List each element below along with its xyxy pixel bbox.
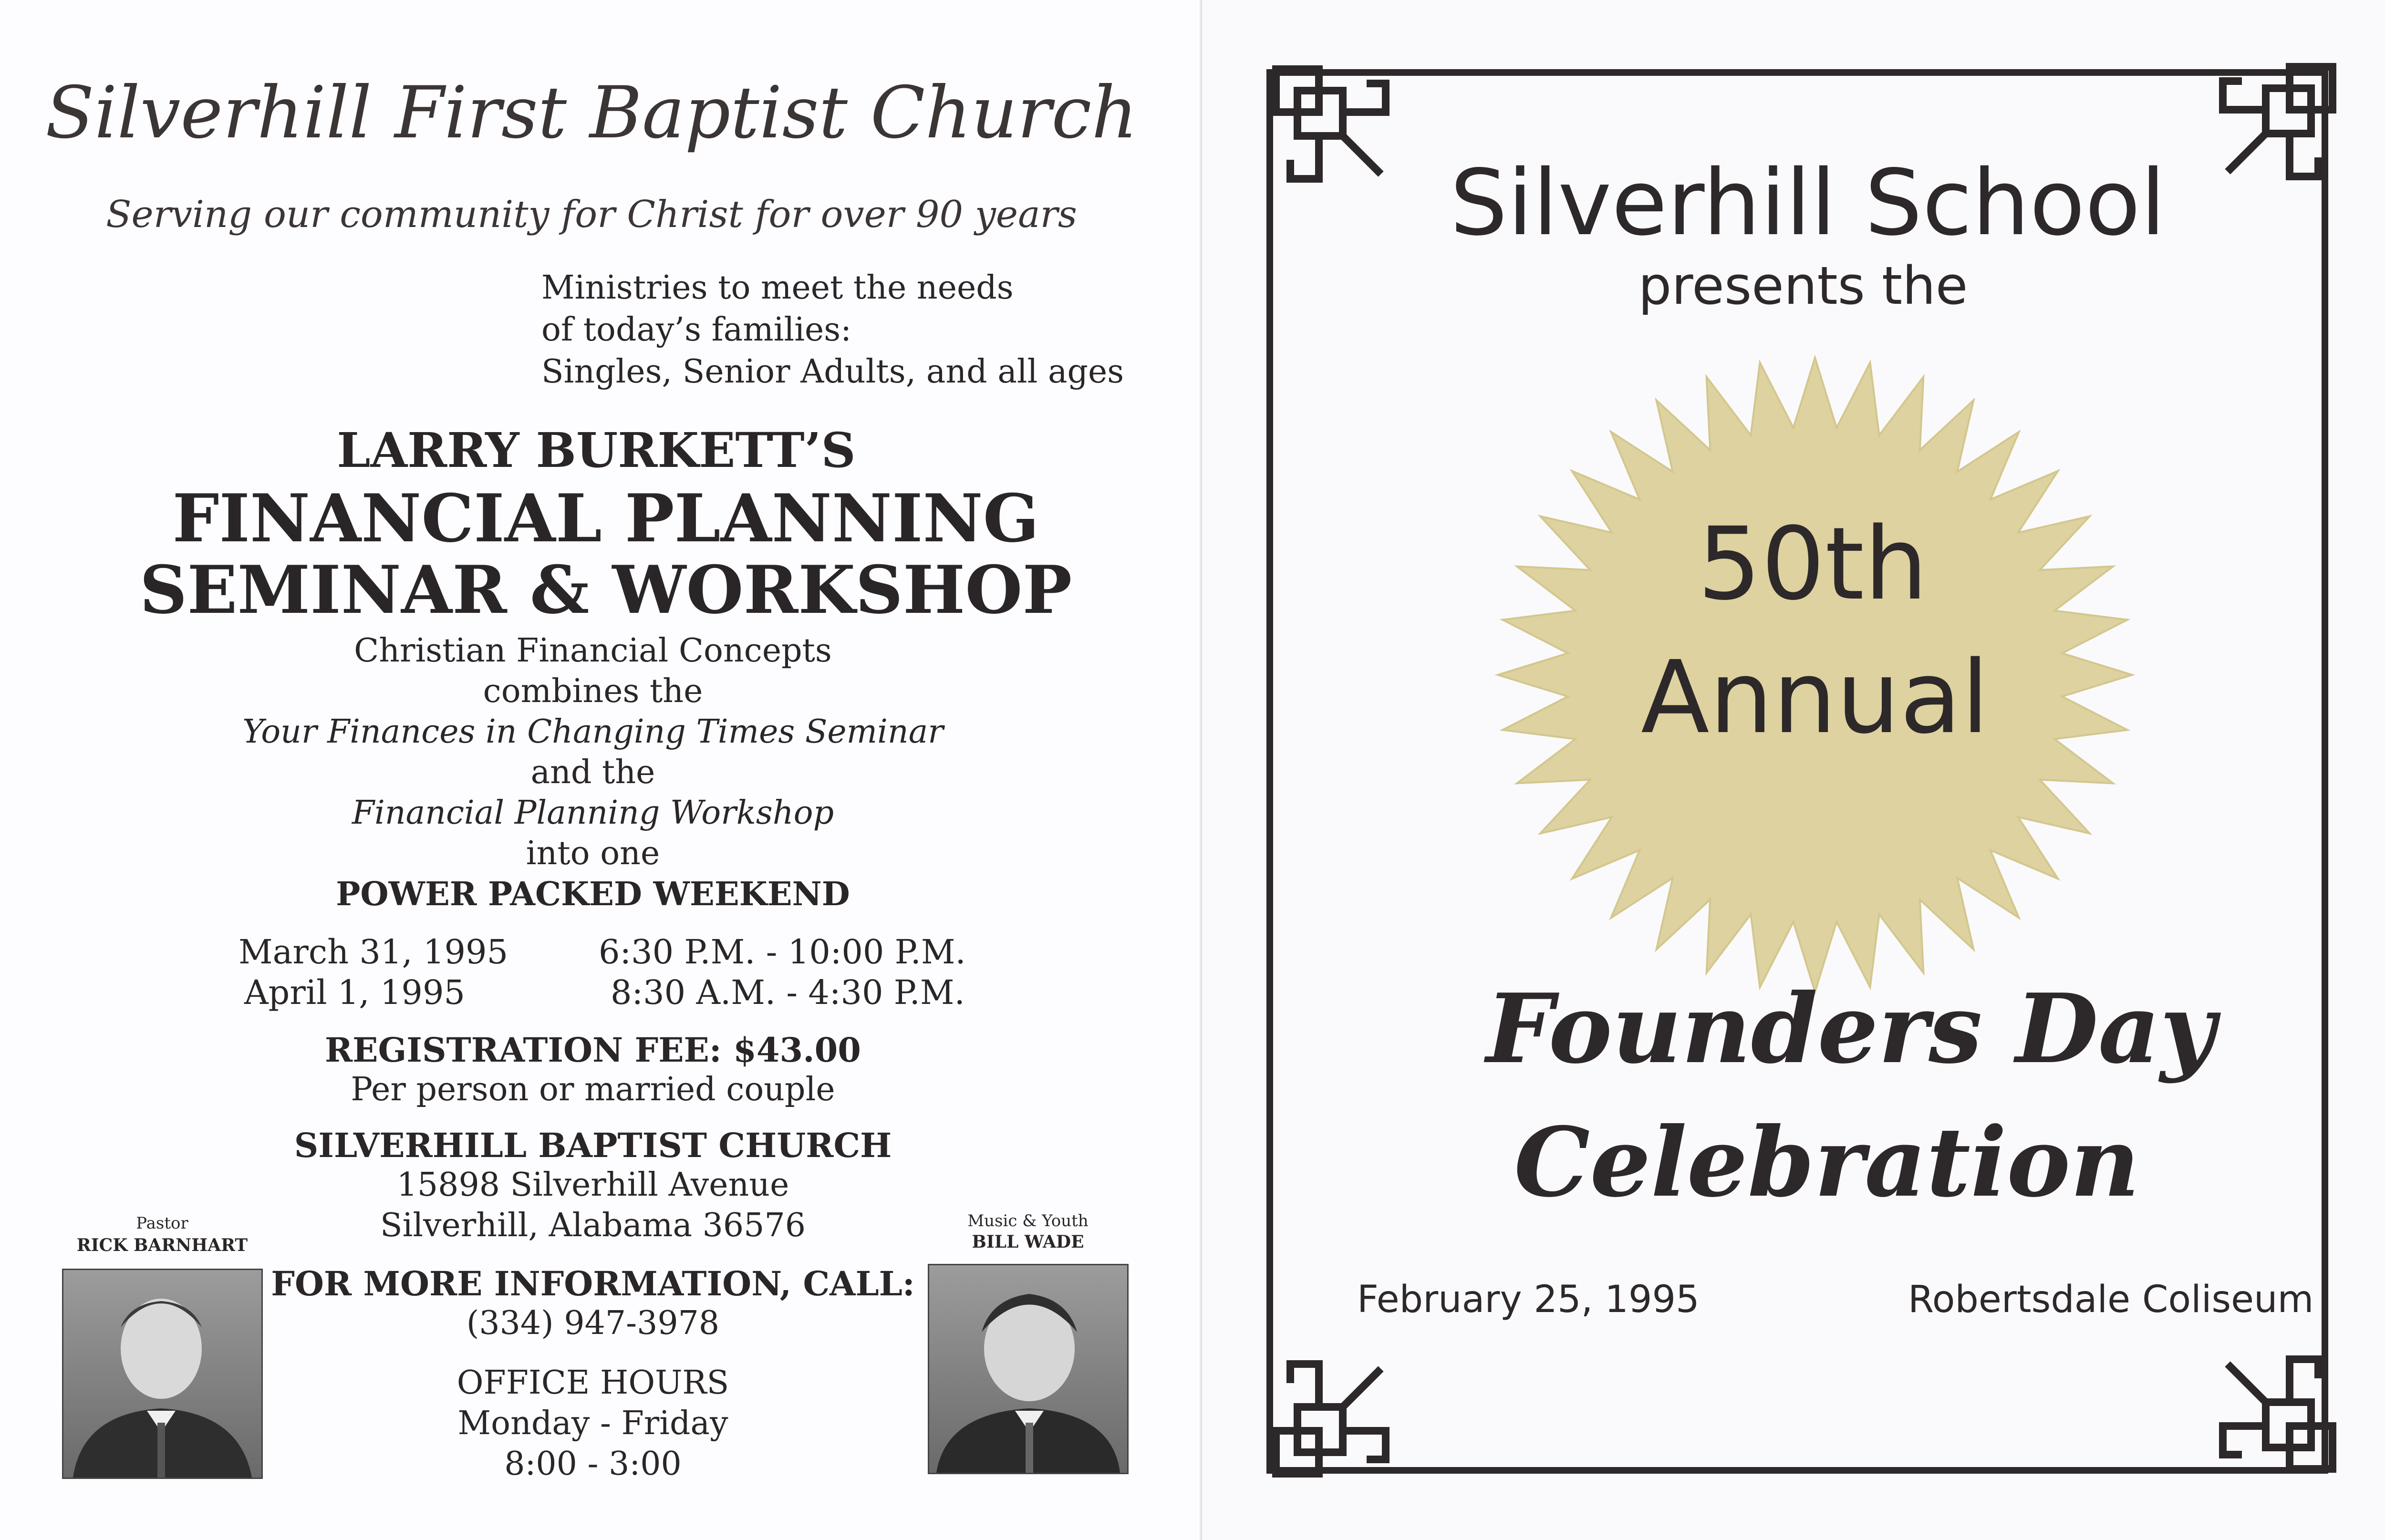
- church-name: Silverhill First Baptist Church: [45, 72, 1138, 155]
- pastor-photo: [62, 1269, 263, 1479]
- school-name: Silverhill School: [1450, 150, 2166, 256]
- presents-text: presents the: [1638, 255, 1968, 316]
- desc-line: Financial Planning Workshop: [352, 794, 834, 832]
- annual-text: Annual: [1641, 639, 1989, 756]
- registration-fee: REGISTRATION FEE: $43.00: [324, 1030, 861, 1070]
- music-director-photo: [928, 1264, 1129, 1474]
- event-title-line-2: Celebration: [1514, 1106, 2140, 1219]
- info-label: FOR MORE INFORMATION, CALL:: [271, 1264, 915, 1303]
- ministries-line: Singles, Senior Adults, and all ages: [541, 353, 1124, 391]
- desc-line: into one: [526, 835, 660, 872]
- headline-line-2: SEMINAR & WORKSHOP: [139, 551, 1072, 629]
- office-hours-label: OFFICE HOURS: [456, 1364, 729, 1402]
- corner-knot-icon: [1271, 1335, 1414, 1478]
- schedule-date: March 31, 1995: [238, 932, 508, 972]
- event-title-line-1: Founders Day: [1486, 973, 2216, 1085]
- phone-number: (334) 947-3978: [466, 1304, 720, 1342]
- music-role: Music & Youth: [967, 1211, 1089, 1230]
- venue-street: 15898 Silverhill Avenue: [396, 1166, 789, 1204]
- venue-city: Silverhill, Alabama 36576: [380, 1207, 806, 1244]
- event-location: Robertsdale Coliseum: [1908, 1278, 2314, 1321]
- corner-knot-icon: [2194, 62, 2337, 205]
- host-name: LARRY BURKETT’S: [337, 422, 856, 478]
- fee-note: Per person or married couple: [351, 1071, 835, 1108]
- office-time: 8:00 - 3:00: [504, 1445, 682, 1483]
- person-portrait-icon: [929, 1265, 1127, 1473]
- pastor-role: Pastor: [136, 1214, 188, 1233]
- corner-knot-icon: [2194, 1331, 2337, 1474]
- headline-line-1: FINANCIAL PLANNING: [172, 479, 1039, 557]
- ministries-block: [541, 267, 1124, 393]
- music-name: BILL WADE: [972, 1232, 1084, 1252]
- desc-line: and the: [530, 754, 655, 791]
- pastor-name: RICK BARNHART: [76, 1235, 248, 1255]
- desc-line: combines the: [483, 672, 703, 710]
- event-date: February 25, 1995: [1357, 1278, 1700, 1321]
- venue-name: SILVERHILL BAPTIST CHURCH: [294, 1126, 892, 1165]
- schedule-date: April 1, 1995: [244, 973, 466, 1012]
- ministries-line: Ministries to meet the needs: [541, 269, 1014, 307]
- desc-line: Your Finances in Changing Times Seminar: [242, 713, 944, 751]
- office-days: Monday - Friday: [457, 1405, 728, 1442]
- church-tagline: Serving our community for Christ for over 90 years: [106, 193, 1077, 236]
- corner-knot-icon: [1271, 64, 1414, 207]
- desc-line: POWER PACKED WEEKEND: [336, 875, 850, 913]
- ministries-line: of today’s families:: [541, 311, 852, 349]
- desc-line: Christian Financial Concepts: [354, 632, 832, 670]
- person-portrait-icon: [63, 1270, 261, 1478]
- schedule-time: 6:30 P.M. - 10:00 P.M.: [599, 932, 966, 972]
- anniversary-ordinal: 50th: [1697, 506, 1928, 622]
- schedule-time: 8:30 A.M. - 4:30 P.M.: [611, 973, 965, 1012]
